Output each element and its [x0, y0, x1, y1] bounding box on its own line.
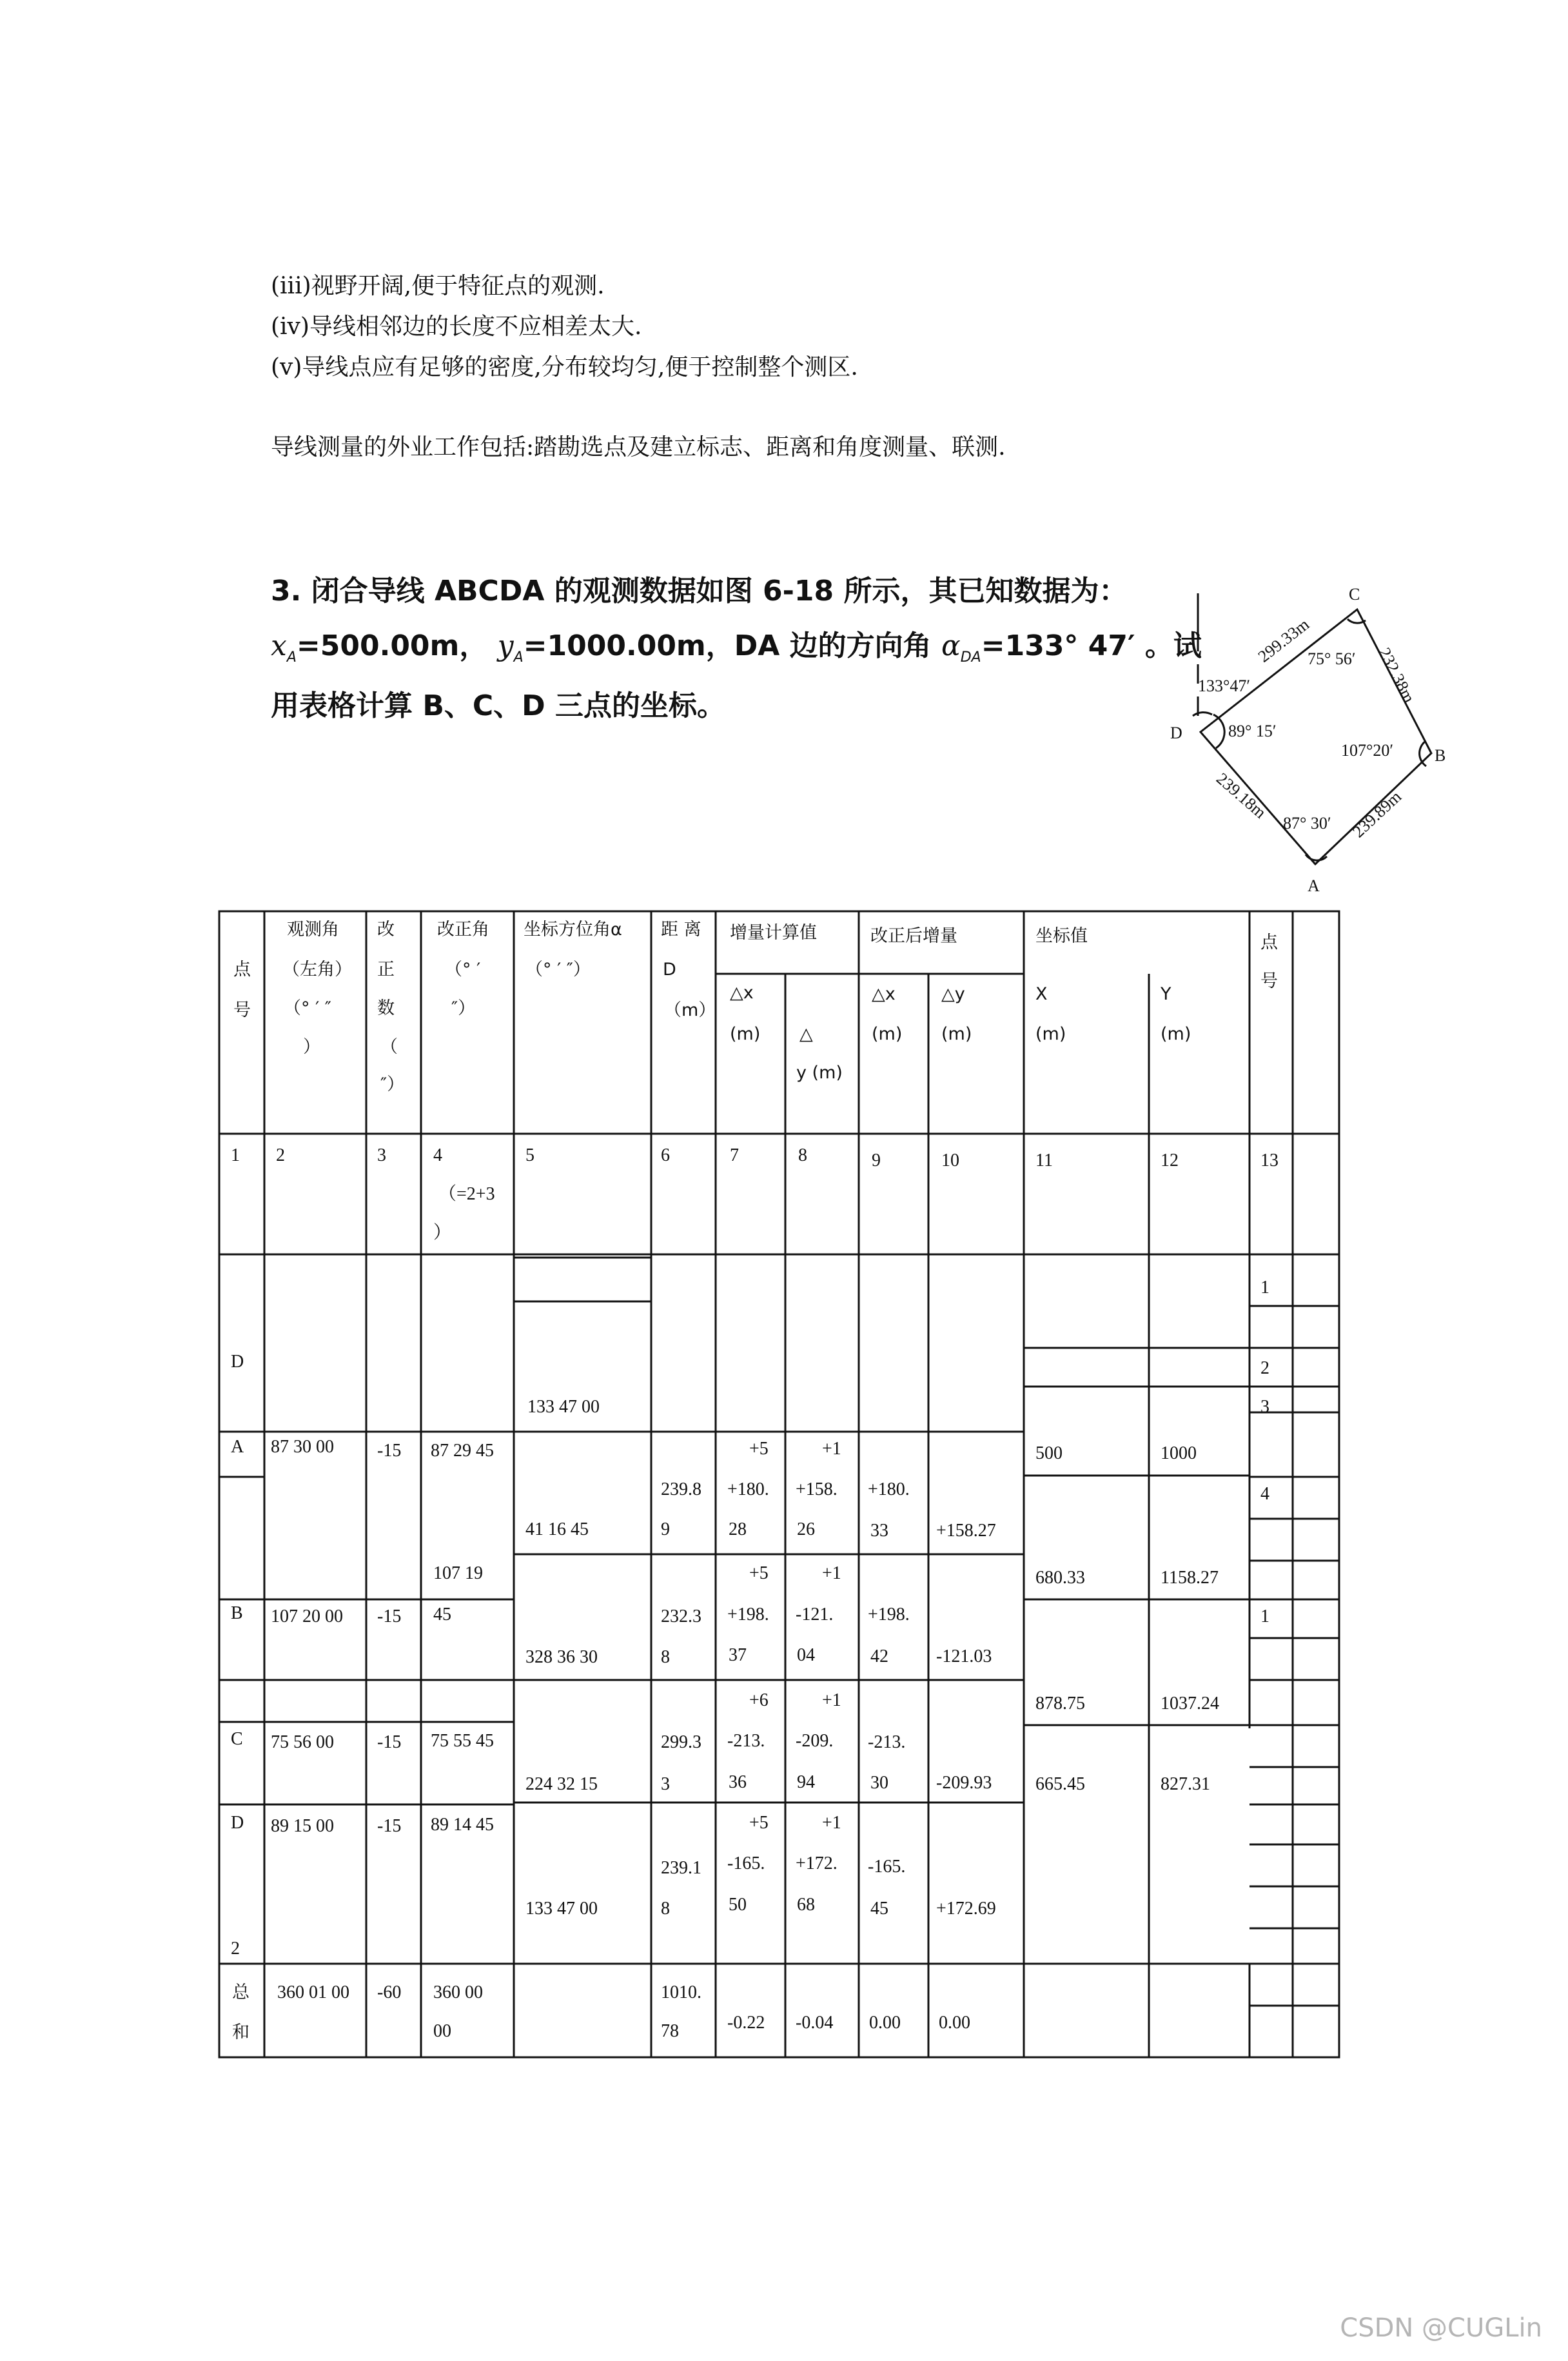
row-pt-c: C	[231, 1729, 243, 1749]
cx-bc-2: 42	[870, 1646, 888, 1666]
colnum-8: 8	[798, 1145, 807, 1165]
angle-d-label: 89° 15′	[1228, 722, 1277, 740]
colnum-9: 9	[872, 1151, 881, 1171]
hdr-coord-y-unit: (m)	[1161, 1024, 1191, 1044]
hdr-inc-dy: △	[799, 1024, 813, 1044]
cor-a: -15	[377, 1441, 402, 1461]
dy-ab-2: 26	[797, 1519, 815, 1539]
dist-da-1: 239.1	[661, 1858, 701, 1878]
angle-c-label: 75° 56′	[1308, 649, 1356, 668]
coord-x-b: 680.33	[1035, 1568, 1085, 1588]
hdr-adj-3: ″）	[451, 998, 476, 1018]
hdr-cor-4: （	[380, 1037, 398, 1057]
hdr-az-2: （° ′ ″）	[525, 960, 591, 980]
row-pt-2: 2	[231, 1939, 240, 1959]
xa-symbol: x	[271, 629, 287, 662]
obs-b: 107 20 00	[271, 1606, 343, 1626]
dy-bc-1: -121.	[796, 1605, 834, 1625]
point-a-label: A	[1308, 876, 1320, 895]
adj-a: 87 29 45	[431, 1441, 494, 1461]
hdr-dist-3: （m）	[664, 1000, 716, 1020]
az-ab: 41 16 45	[525, 1519, 589, 1539]
side-dc-label: 299.33m	[1254, 615, 1313, 666]
obs-a: 87 30 00	[271, 1437, 334, 1457]
hdr-cor-2: 正	[377, 960, 395, 980]
sum-dx: -0.22	[727, 2013, 765, 2033]
row-sum-1: 总	[232, 1982, 250, 2002]
dist-bc-1: 232.3	[661, 1606, 701, 1626]
row-sum-2: 和	[232, 2022, 250, 2042]
dx-cd-2: 36	[729, 1772, 747, 1792]
coord-y-c: 1037.24	[1161, 1694, 1219, 1714]
hdr-coord-x: X	[1035, 984, 1048, 1004]
rn-2: 2	[1260, 1358, 1269, 1378]
dist-ab-2: 9	[661, 1519, 670, 1539]
adj-sum-1: 360 00	[433, 1982, 483, 2002]
colnum-4b: （=2+3	[438, 1184, 495, 1204]
dy-cd-1: -209.	[796, 1731, 834, 1751]
hdr-obs-1: 观测角	[287, 920, 339, 940]
vy-cd: +1	[822, 1690, 841, 1710]
az-bc: 328 36 30	[525, 1647, 598, 1667]
dist-cd-2: 3	[661, 1774, 670, 1794]
point-b-label: B	[1435, 746, 1446, 765]
colnum-2: 2	[276, 1145, 285, 1165]
colnum-4: 4	[433, 1145, 442, 1165]
rn-4: 4	[1260, 1484, 1269, 1504]
adj-b-1: 107 19	[433, 1563, 483, 1583]
text-line-2: (iv)导线相邻边的长度不应相差太大.	[271, 313, 642, 340]
hdr-cinc-dx: △x	[872, 984, 896, 1004]
text-line-1: (iii)视野开阔,便于特征点的观测.	[271, 273, 605, 299]
dy-ab-1: +158.	[796, 1479, 838, 1499]
hdr-inc-dx-unit: (m)	[730, 1024, 761, 1044]
dy-da-2: 68	[797, 1895, 815, 1915]
angle-a-label: 87° 30′	[1283, 814, 1331, 833]
coord-x-a: 500	[1035, 1443, 1063, 1463]
dx-da-2: 50	[729, 1895, 747, 1915]
dx-cd-1: -213.	[727, 1731, 765, 1751]
dy-bc-2: 04	[797, 1645, 815, 1665]
dist-sum-1: 1010.	[661, 1982, 701, 2002]
dist-sum-2: 78	[661, 2021, 679, 2041]
hdr-inc: 增量计算值	[730, 923, 817, 943]
watermark: CSDN @CUGLin	[1340, 2313, 1542, 2343]
dx-bc-2: 37	[729, 1645, 747, 1665]
xa-value: =500.00m，	[296, 629, 488, 662]
hdr-inc-dx: △x	[730, 983, 754, 1003]
coord-x-d: 665.45	[1035, 1774, 1085, 1794]
ya-subscript: A	[513, 649, 524, 666]
row-pt-a: A	[231, 1437, 244, 1457]
sum-cy: 0.00	[939, 2013, 970, 2033]
colnum-13: 13	[1260, 1151, 1279, 1171]
colnum-5: 5	[525, 1145, 534, 1165]
cx-ab-1: +180.	[868, 1479, 910, 1499]
hdr-cinc-dy-unit: (m)	[941, 1024, 972, 1044]
vx-da: +5	[749, 1813, 769, 1833]
hdr-dist-1: 距 离	[661, 920, 701, 940]
hdr-coord-y: Y	[1161, 984, 1171, 1004]
cy-ab: +158.27	[936, 1521, 996, 1541]
adj-b-2: 45	[433, 1605, 451, 1625]
colnum-1: 1	[231, 1145, 240, 1165]
xa-subscript: A	[286, 649, 297, 666]
coord-y-d: 827.31	[1161, 1774, 1210, 1794]
obs-sum: 360 01 00	[277, 1982, 349, 2002]
colnum-4c: ）	[433, 1223, 452, 1243]
rn-3: 3	[1260, 1397, 1269, 1417]
hdr-cinc-dy: △y	[941, 984, 965, 1004]
question-line-1: 3. 闭合导线 ABCDA 的观测数据如图 6-18 所示，其已知数据为：	[271, 575, 1128, 608]
hdr-coord: 坐标值	[1035, 926, 1088, 946]
hdr-obs-4: ）	[303, 1037, 320, 1057]
cy-da: +172.69	[936, 1899, 996, 1919]
hdr-cinc-dx-unit: (m)	[872, 1024, 903, 1044]
row-pt-d2: D	[231, 1813, 244, 1833]
vy-bc: +1	[822, 1563, 841, 1583]
hdr-cinc: 改正后增量	[870, 926, 957, 946]
coord-y-a: 1000	[1161, 1443, 1197, 1463]
rn-1: 1	[1260, 1278, 1269, 1298]
vx-bc: +5	[749, 1563, 769, 1583]
dist-cd-1: 299.3	[661, 1732, 701, 1752]
vx-ab: +5	[749, 1439, 769, 1459]
alpha-symbol: α	[941, 629, 961, 662]
sum-dy: -0.04	[796, 2013, 834, 2033]
colnum-3: 3	[377, 1145, 386, 1165]
dx-da-1: -165.	[727, 1853, 765, 1873]
coord-x-c: 878.75	[1035, 1694, 1085, 1714]
side-da-label: 239.18m	[1213, 769, 1270, 822]
cy-bc: -121.03	[936, 1646, 992, 1666]
side-ba-label: 239.89m	[1349, 787, 1406, 842]
cor-b: -15	[377, 1606, 402, 1626]
hdr-pt2-2: 号	[1260, 971, 1278, 991]
hdr-dist-2: D	[663, 960, 676, 980]
cy-cd: -209.93	[936, 1773, 992, 1793]
table-text	[231, 920, 1279, 2042]
hdr-obs-3: （° ′ ″	[284, 998, 331, 1018]
obs-d: 89 15 00	[271, 1816, 334, 1836]
text-line-3: (ⅴ)导线点应有足够的密度,分布较均匀,便于控制整个测区.	[271, 354, 858, 380]
az-da2: 133 47 00	[525, 1899, 598, 1919]
alpha-subscript: DA	[960, 649, 981, 666]
dist-ab-1: 239.8	[661, 1479, 701, 1499]
dy-da-1: +172.	[796, 1853, 838, 1873]
cor-d: -15	[377, 1816, 402, 1836]
adj-d: 89 14 45	[431, 1815, 494, 1835]
hdr-cor-5: ″）	[380, 1074, 405, 1094]
point-d-label: D	[1170, 724, 1182, 742]
hdr-pt2-1: 点	[1260, 933, 1278, 953]
adj-c: 75 55 45	[431, 1731, 494, 1751]
diagram-labels	[1170, 585, 1446, 895]
hdr-coord-x-unit: (m)	[1035, 1024, 1066, 1044]
row-pt-d1: D	[231, 1352, 244, 1372]
cx-bc-1: +198.	[868, 1605, 910, 1625]
dx-bc-1: +198.	[727, 1605, 769, 1625]
side-cb-label: 232.38m	[1375, 644, 1419, 706]
dx-ab-1: +180.	[727, 1479, 769, 1499]
hdr-adj-1: 改正角	[437, 920, 489, 940]
coord-y-b: 1158.27	[1161, 1568, 1219, 1588]
vy-da: +1	[822, 1813, 841, 1833]
az-da: 133 47 00	[527, 1397, 600, 1417]
hdr-inc-dy-unit: y (m)	[796, 1063, 843, 1083]
hdr-point-2: 号	[233, 1000, 251, 1020]
row-pt-b: B	[231, 1603, 243, 1623]
dist-da-2: 8	[661, 1899, 670, 1919]
text-line-4: 导线测量的外业工作包括:踏勘选点及建立标志、距离和角度测量、联测.	[271, 434, 1006, 460]
alpha-value: =133° 47′ 。试	[981, 629, 1202, 662]
sum-cx: 0.00	[869, 2013, 901, 2033]
colnum-6: 6	[661, 1145, 670, 1165]
hdr-cor-1: 改	[377, 920, 395, 940]
vy-ab: +1	[822, 1439, 841, 1459]
hdr-point-1: 点	[233, 960, 251, 980]
colnum-12: 12	[1161, 1151, 1179, 1171]
angle-b-label: 107°20′	[1341, 741, 1394, 760]
obs-c: 75 56 00	[271, 1732, 334, 1752]
ya-value: =1000.00m，DA 边的方向角	[523, 629, 932, 662]
cor-sum: -60	[377, 1982, 402, 2002]
az-cd: 224 32 15	[525, 1774, 598, 1794]
colnum-11: 11	[1035, 1151, 1053, 1171]
hdr-adj-2: （° ′	[445, 960, 481, 980]
ya-symbol: y	[497, 629, 514, 662]
cx-cd-2: 30	[870, 1773, 888, 1793]
question-line-3: 用表格计算 B、C、D 三点的坐标。	[271, 689, 725, 722]
cx-da-2: 45	[870, 1899, 888, 1919]
cx-cd-1: -213.	[868, 1732, 906, 1752]
cx-da-1: -165.	[868, 1857, 906, 1877]
adj-sum-2: 00	[433, 2021, 451, 2041]
colnum-7: 7	[730, 1145, 739, 1165]
point-c-label: C	[1349, 585, 1360, 604]
cor-c: -15	[377, 1732, 402, 1752]
hdr-cor-3: 数	[377, 998, 395, 1018]
azimuth-label: 133°47′	[1198, 677, 1251, 695]
dy-cd-2: 94	[797, 1772, 815, 1792]
hdr-obs-2: （左角）	[282, 960, 352, 980]
dist-bc-2: 8	[661, 1647, 670, 1667]
colnum-10: 10	[941, 1151, 959, 1171]
hdr-az-1: 坐标方位角α	[524, 920, 622, 940]
cx-ab-2: 33	[870, 1521, 888, 1541]
dx-ab-2: 28	[729, 1519, 747, 1539]
angle-arc-d	[1193, 713, 1212, 716]
rn-5: 1	[1260, 1606, 1269, 1626]
vx-cd: +6	[749, 1690, 769, 1710]
